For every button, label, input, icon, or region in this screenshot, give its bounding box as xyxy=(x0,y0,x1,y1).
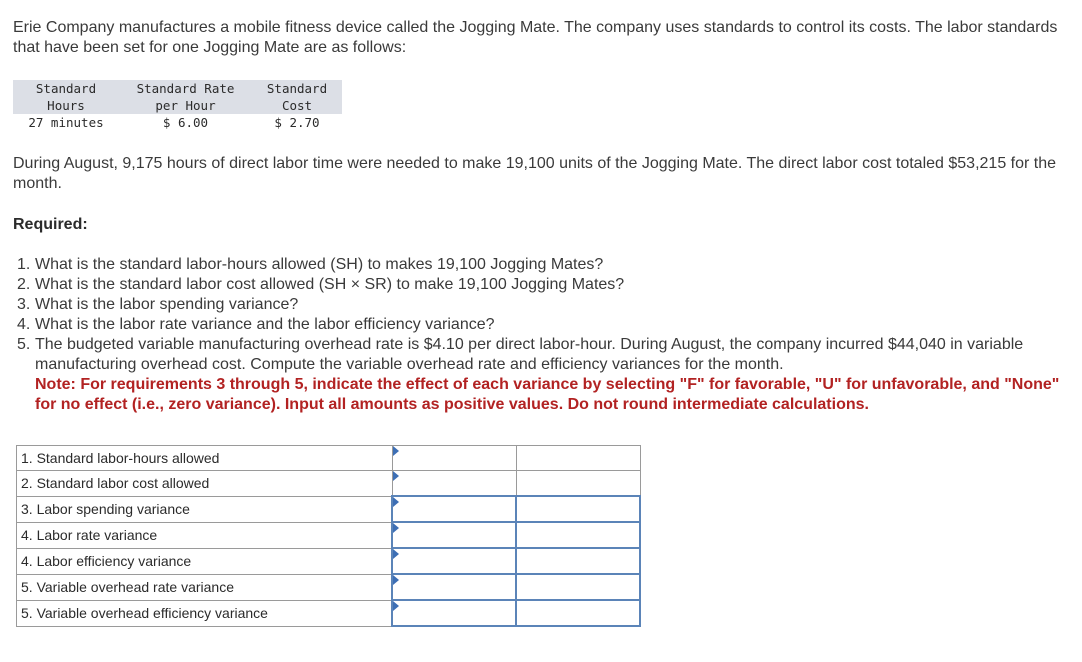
input-marker-icon xyxy=(393,549,399,559)
question-item xyxy=(17,295,1072,315)
question-text: What is the standard labor cost allowed (SH × SR) to make 19,100 Jogging Mates? xyxy=(35,276,625,293)
answer-row xyxy=(17,548,641,574)
answer-row-label: 4. Labor efficiency variance xyxy=(17,548,393,574)
input-marker-icon xyxy=(393,523,399,533)
standards-value-row xyxy=(13,114,342,131)
effect-cell xyxy=(516,496,640,522)
amount-cell xyxy=(392,446,516,471)
amount-input[interactable] xyxy=(393,471,516,495)
header-standard-cost xyxy=(252,80,342,114)
header-line: Standard xyxy=(266,81,328,96)
effect-cell-empty xyxy=(516,446,640,471)
question-text: What is the labor spending variance? xyxy=(35,296,299,313)
input-marker-icon xyxy=(393,575,399,585)
question-item xyxy=(17,255,1072,275)
value-standard-hours: 27 minutes xyxy=(28,115,104,130)
question-number: 1. xyxy=(17,256,31,273)
answer-row-label: 1. Standard labor-hours allowed xyxy=(17,446,393,471)
question-number: 5. xyxy=(17,336,31,353)
effect-select[interactable] xyxy=(517,523,639,547)
amount-input[interactable] xyxy=(393,601,515,625)
question-text: What is the standard labor-hours allowed (SH) to makes 19,100 Jogging Mates? xyxy=(35,256,604,273)
answer-row xyxy=(17,496,641,522)
header-line: Standard Rate xyxy=(136,81,235,96)
question-5-body: The budgeted variable manufacturing overhead rate is $4.10 per direct labor-hour. During August, the company incurred $44,040 in variable manufacturing overhead cost. Compute the variable overhead rate and efficiency variances for the month. xyxy=(35,336,1024,373)
question-number: 2. xyxy=(17,276,31,293)
amount-cell xyxy=(392,471,516,497)
input-marker-icon xyxy=(393,471,399,481)
amount-input[interactable] xyxy=(393,497,515,521)
question-number: 4. xyxy=(17,316,31,333)
effect-select[interactable] xyxy=(517,601,639,625)
answer-row-label: 5. Variable overhead efficiency variance xyxy=(17,600,393,626)
amount-cell xyxy=(392,522,516,548)
answer-row-label: 5. Variable overhead rate variance xyxy=(17,574,393,600)
answer-row-label: 2. Standard labor cost allowed xyxy=(17,471,393,497)
amount-input[interactable] xyxy=(393,446,516,470)
header-standard-hours xyxy=(13,80,119,114)
amount-cell xyxy=(392,574,516,600)
input-marker-icon xyxy=(393,601,399,611)
effect-cell xyxy=(516,574,640,600)
instructions-note: Note: For requirements 3 through 5, indicate the effect of each variance by selecting "F" for favorable, "U" for unfavorable, and "None" for no effect (i.e., zero variance). Input all amounts as positive values. Do not round intermediate calculations. xyxy=(35,376,1060,413)
standards-header-row xyxy=(13,80,342,114)
answer-table xyxy=(16,445,641,627)
effect-cell xyxy=(516,548,640,574)
amount-input[interactable] xyxy=(393,523,515,547)
question-number: 3. xyxy=(17,296,31,313)
answer-row xyxy=(17,522,641,548)
questions-list xyxy=(17,255,1072,415)
header-line: per Hour xyxy=(155,98,216,113)
value-standard-rate: $ 6.00 xyxy=(162,115,209,130)
answer-row-label: 4. Labor rate variance xyxy=(17,522,393,548)
effect-cell xyxy=(516,600,640,626)
input-marker-icon xyxy=(393,446,399,456)
august-data: During August, 9,175 hours of direct labor time were needed to make 19,100 units of the Jogging Mate. The direct labor cost totaled $53,215 for the month. xyxy=(13,155,1057,192)
answer-row xyxy=(17,471,641,497)
question-item xyxy=(17,275,1072,295)
question-text: What is the labor rate variance and the labor efficiency variance? xyxy=(35,316,495,333)
question-text xyxy=(35,335,1072,415)
answer-row xyxy=(17,600,641,626)
effect-select[interactable] xyxy=(517,497,639,521)
amount-cell xyxy=(392,600,516,626)
amount-cell xyxy=(392,548,516,574)
required-heading: Required: xyxy=(13,216,88,233)
header-line: Cost xyxy=(281,98,313,113)
input-marker-icon xyxy=(393,497,399,507)
effect-cell-empty xyxy=(516,471,640,497)
problem-intro: Erie Company manufactures a mobile fitness device called the Jogging Mate. The company uses standards to control its costs. The labor standards that have been set for one Jogging Mate are as follows: xyxy=(13,19,1058,56)
effect-select[interactable] xyxy=(517,575,639,599)
answer-row-label: 3. Labor spending variance xyxy=(17,496,393,522)
amount-input[interactable] xyxy=(393,575,515,599)
question-item xyxy=(17,335,1072,415)
effect-select[interactable] xyxy=(517,549,639,573)
value-standard-cost: $ 2.70 xyxy=(274,115,320,130)
header-line: Hours xyxy=(47,98,85,113)
header-line: Standard xyxy=(35,81,97,96)
labor-standards-table xyxy=(13,80,342,131)
amount-cell xyxy=(392,496,516,522)
amount-input[interactable] xyxy=(393,549,515,573)
answer-row xyxy=(17,574,641,600)
answer-row xyxy=(17,446,641,471)
header-standard-rate xyxy=(119,80,252,114)
effect-cell xyxy=(516,522,640,548)
question-item xyxy=(17,315,1072,335)
